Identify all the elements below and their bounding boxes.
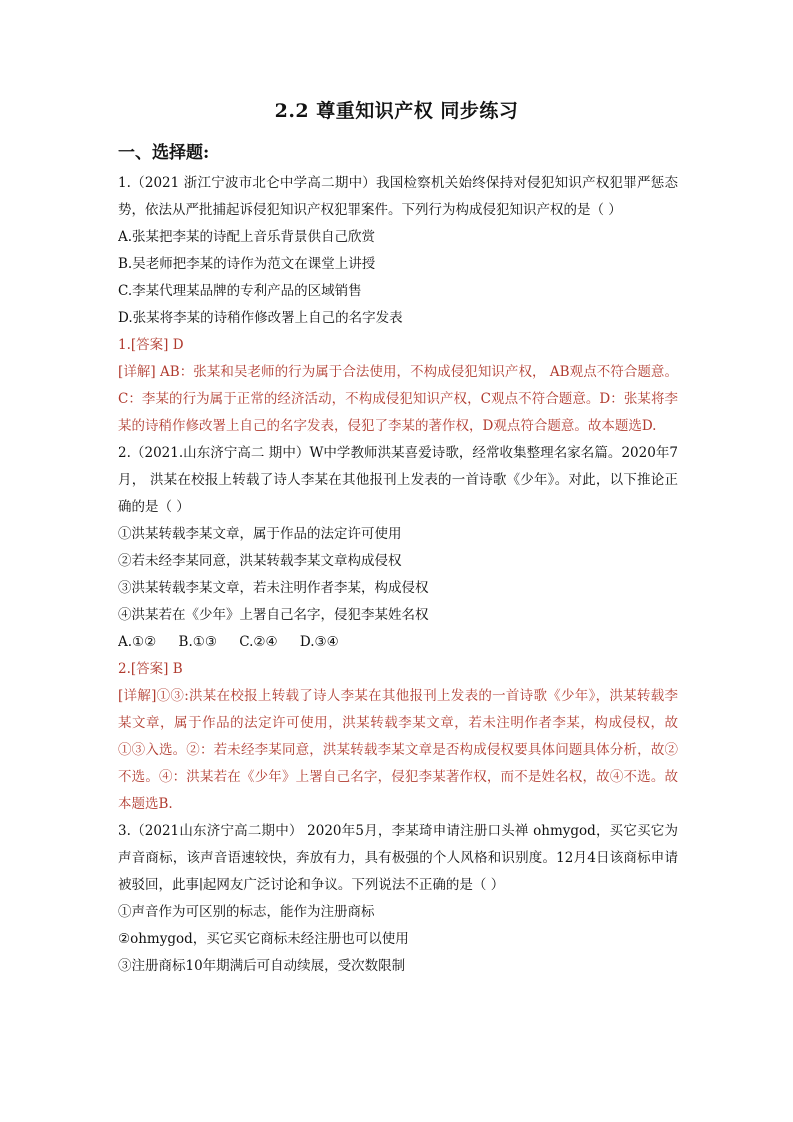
question-3-statement-1: ①声音作为可区别的标志，能作为注册商标 <box>118 904 375 920</box>
page-title: 2.2 尊重知识产权 同步练习 <box>274 100 519 122</box>
question-1-option-b: B.吴老师把李某的诗作为范文在课堂上讲授 <box>118 256 376 272</box>
question-1-option-c: C.李某代理某品牌的专利产品的区域销售 <box>118 283 362 299</box>
question-2-statement-4: ④洪某若在《少年》上署自己名字，侵犯李某姓名权 <box>118 607 429 623</box>
question-3-statement-2: ②ohmygod，买它买它商标未经注册也可以使用 <box>118 931 409 947</box>
question-1-option-d: D.张某将李某的诗稍作修改署上自己的名字发表 <box>118 310 403 326</box>
question-1-stem: 1.（2021 浙江宁波市北仑中学高二期中）我国检察机关始终保持对侵犯知识产权犯罪严惩态势，依法从严批捕起诉侵犯知识产权犯罪案件。下列行为构成侵犯知识产权的是（ ） <box>118 175 678 218</box>
question-2-statement-1: ①洪某转载李某文章，属于作品的法定许可使用 <box>118 526 402 542</box>
question-2-statement-2: ②若未经李某同意，洪某转载李某文章构成侵权 <box>118 553 402 569</box>
exercise-content <box>118 170 678 980</box>
question-2-answer: 2.[答案] B <box>118 661 183 677</box>
question-1-analysis: [详解] AB：张某和吴老师的行为属于合法使用，不构成侵犯知识产权， AB观点不符合题意。C：李某的行为属于正常的经济活动，不构成侵犯知识产权，C观点不符合题意。D：张某将李某的诗稍作修改署上自己的名字发表，侵犯了李某的著作权，D观点符合题意。故本题选D. <box>118 364 678 434</box>
question-1-answer: 1.[答案] D <box>118 337 184 353</box>
question-2-option-a: A.①② <box>118 634 157 650</box>
question-3-statement-3: ③注册商标10年期满后可自动续展，受次数限制 <box>118 958 406 974</box>
question-2-options <box>118 629 678 656</box>
question-2-option-d: D.③④ <box>299 634 339 650</box>
section-heading: 一、选择题: <box>118 143 210 163</box>
question-2-option-c: C.②④ <box>239 634 278 650</box>
question-1-option-a: A.张某把李某的诗配上音乐背景供自己欣赏 <box>118 229 376 245</box>
question-2-stem: 2.（2021.山东济宁高二 期中）W中学教师洪某喜爱诗歌，经常收集整理名家名篇。2020年7月， 洪某在校报上转载了诗人李某在其他报刊上发表的一首诗歌《少年》。对此，以下推论正确的是（ ） <box>118 445 678 515</box>
question-3-stem: 3.（2021山东济宁高二期中） 2020年5月，李某琦申请注册口头禅 ohmygod，买它买它为声音商标，该声音语速较快，奔放有力，具有极强的个人风格和识别度。12月4日该商标申请被驳回，此事∣起网友广泛讨论和争议。下列说法不正确的是（ ） <box>118 823 678 893</box>
question-2-option-b: B.①③ <box>178 634 217 650</box>
question-2-statement-3: ③洪某转载李某文章，若未注明作者李某，构成侵权 <box>118 580 429 596</box>
question-2-analysis: [详解]①③:洪某在校报上转载了诗人李某在其他报刊上发表的一首诗歌《少年》，洪某转载李某文章，属于作品的法定许可使用，洪某转载李某文章，若未注明作者李某，构成侵权，故①③入选。②：若未经李某同意，洪某转载李某文章是否构成侵权要具体问题具体分析，故②不选。④：洪某若在《少年》上署自己名字，侵犯李某著作权，而不是姓名权，故④不选。故本题选B. <box>118 688 678 812</box>
